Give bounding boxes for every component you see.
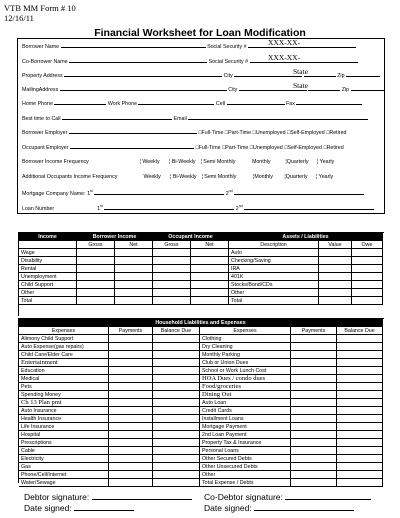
occupant-employer-field[interactable] <box>70 144 194 149</box>
row-co-borrower <box>22 58 358 65</box>
mail-zip-label: Zip <box>341 87 350 93</box>
expense-balance-cell[interactable] <box>153 383 200 391</box>
email-label: Email <box>173 116 187 122</box>
expense-payment-cell[interactable] <box>109 463 153 471</box>
loan-first-sup: st <box>100 204 103 208</box>
asset-row-label: Stocks/Bond/CDs <box>229 281 319 289</box>
expense-payment-cell[interactable] <box>291 471 337 479</box>
expense-payment-cell[interactable] <box>109 351 153 359</box>
zip-field[interactable] <box>346 72 380 77</box>
expense-label-left: Hospital <box>19 431 109 439</box>
expense-payment-cell[interactable] <box>109 455 153 463</box>
asset-value-cell[interactable] <box>352 249 383 257</box>
income-value-cell[interactable] <box>191 273 229 281</box>
expense-label-right: Auto Loan <box>200 399 291 407</box>
expense-label-right: Dry Cleaning <box>200 343 291 351</box>
mail-state-field[interactable] <box>308 86 340 91</box>
borrower-employer-label: Borrower Employer <box>22 130 68 136</box>
state-field[interactable] <box>304 72 336 77</box>
income-row-label: Rental <box>19 265 77 273</box>
row-borrower-freq <box>22 159 334 165</box>
income-value-cell[interactable] <box>153 273 191 281</box>
expense-label-left: Health Insurance <box>19 415 109 423</box>
asset-value-cell[interactable] <box>319 273 352 281</box>
income-value-cell[interactable] <box>191 297 229 305</box>
occupant-income-header: Occupant Income <box>153 233 229 241</box>
expense-payment-cell[interactable] <box>109 447 153 455</box>
asset-value-cell[interactable] <box>352 257 383 265</box>
expense-payment-cell[interactable] <box>109 423 153 431</box>
row-additional-freq <box>22 174 333 180</box>
expense-balance-cell[interactable] <box>153 391 200 399</box>
income-subheader: Value <box>319 241 352 249</box>
asset-value-cell[interactable] <box>352 281 383 289</box>
income-value-cell[interactable] <box>191 281 229 289</box>
borrower-income-header: Borrower Income <box>77 233 153 241</box>
asset-row-label: Auto <box>229 249 319 257</box>
emp-parttime[interactable]: □Part-Time <box>224 130 252 136</box>
expense-balance-cell[interactable] <box>153 447 200 455</box>
household-column-header: Payments <box>109 327 153 335</box>
expense-payment-cell[interactable] <box>291 463 337 471</box>
income-value-cell[interactable] <box>153 297 191 305</box>
expense-payment-cell[interactable] <box>291 391 337 399</box>
income-value-cell[interactable] <box>115 281 153 289</box>
expense-payment-cell[interactable] <box>291 367 337 375</box>
co-ssn-label: Social Security # <box>208 59 249 65</box>
expense-balance-cell[interactable] <box>337 367 383 375</box>
expense-label-right: Total Expense / Debts <box>200 479 291 487</box>
email-field[interactable] <box>188 115 368 120</box>
income-value-cell[interactable] <box>191 289 229 297</box>
loan-first-num: 1 <box>97 205 101 212</box>
asset-value-cell[interactable] <box>319 297 352 305</box>
income-value-cell[interactable] <box>153 257 191 265</box>
mortgage-first-sup: st <box>90 189 93 193</box>
expense-payment-cell[interactable] <box>291 343 337 351</box>
afreq-yearly[interactable]: ¦ Yearly <box>315 174 334 180</box>
co-ssn-field[interactable] <box>250 58 358 63</box>
form-date: 12/16/11 <box>4 13 34 23</box>
expense-balance-cell[interactable] <box>337 431 383 439</box>
income-row-label: Wage <box>19 249 77 257</box>
income-value-cell[interactable] <box>77 297 115 305</box>
expense-label-right: Installment Loans <box>200 415 291 423</box>
asset-row-label: IRA <box>229 265 319 273</box>
income-value-cell[interactable] <box>77 289 115 297</box>
expense-payment-cell[interactable] <box>291 359 337 367</box>
expense-balance-cell[interactable] <box>153 407 200 415</box>
expense-label-right: Food/groceries <box>200 383 291 391</box>
asset-value-cell[interactable] <box>319 249 352 257</box>
afreq-semimonthly[interactable]: ¦ Semi Monthly <box>201 174 237 180</box>
income-header: Income <box>19 233 77 241</box>
expense-balance-cell[interactable] <box>337 463 383 471</box>
expense-balance-cell[interactable] <box>337 343 383 351</box>
expense-label-right: Club or Union Dues <box>200 359 291 367</box>
mail-city-label: City <box>228 87 238 93</box>
expense-balance-cell[interactable] <box>337 399 383 407</box>
additional-freq-label: Additional Occupants Income Frequency <box>22 174 118 180</box>
expense-label-right: Personal Loans <box>200 447 291 455</box>
row-property <box>22 72 380 79</box>
expense-label-left: Electricity <box>19 455 109 463</box>
debtor-signature-field[interactable] <box>92 493 192 500</box>
best-time-label: Best time to Call <box>22 116 61 122</box>
expense-balance-cell[interactable] <box>153 367 200 375</box>
expense-balance-cell[interactable] <box>153 471 200 479</box>
cell-label: Cell <box>215 101 226 107</box>
expense-label-right: Other Secured Debts <box>200 455 291 463</box>
bfreq-yearly[interactable]: ¦ Yearly <box>316 159 335 165</box>
expense-label-right: HOA Dues / condo dues <box>200 375 291 383</box>
expense-label-left: Ch 13 Plan pmt <box>19 399 109 407</box>
asset-value-cell[interactable] <box>319 281 352 289</box>
codebtor-date <box>204 503 354 513</box>
expense-payment-cell[interactable] <box>109 343 153 351</box>
loan-number-1-field[interactable] <box>104 205 234 210</box>
mortgage-second-num: 2 <box>225 190 229 197</box>
asset-value-cell[interactable] <box>319 289 352 297</box>
expense-balance-cell[interactable] <box>337 359 383 367</box>
household-column-header: Payments <box>291 327 337 335</box>
city-label: City <box>223 73 233 79</box>
work-phone-field[interactable] <box>138 100 214 105</box>
expense-payment-cell[interactable] <box>291 335 337 343</box>
expense-payment-cell[interactable] <box>291 383 337 391</box>
expense-balance-cell[interactable] <box>153 335 200 343</box>
household-column-header: Balance Due <box>337 327 383 335</box>
home-phone-label: Home Phone <box>22 101 53 107</box>
expense-payment-cell[interactable] <box>291 479 337 487</box>
income-value-cell[interactable] <box>153 249 191 257</box>
loan-second-num: 2 <box>235 205 239 212</box>
income-row-label: Child Support <box>19 281 77 289</box>
expense-balance-cell[interactable] <box>337 447 383 455</box>
asset-row-label: 401K <box>229 273 319 281</box>
expense-payment-cell[interactable] <box>109 431 153 439</box>
loan-number-label: Loan Number <box>22 205 55 212</box>
income-subheader: Net <box>115 241 153 249</box>
row-mailing <box>22 86 385 93</box>
expense-payment-cell[interactable] <box>109 479 153 487</box>
co-borrower-name-label: Co-Borrower Name <box>22 59 68 65</box>
expense-balance-cell[interactable] <box>153 399 200 407</box>
expense-balance-cell[interactable] <box>337 407 383 415</box>
expense-label-left: Education <box>19 367 109 375</box>
ssn-label: Social Security # <box>207 44 247 50</box>
loan-second-sup: nd <box>238 204 243 208</box>
occ-fulltime[interactable]: □Full-Time <box>195 145 221 151</box>
asset-row-label: Total <box>229 297 319 305</box>
debtor-date-label: Date signed: <box>24 503 72 513</box>
best-time-field[interactable] <box>62 115 172 120</box>
expense-balance-cell[interactable] <box>153 423 200 431</box>
borrower-employer-field[interactable] <box>69 129 197 134</box>
expense-label-left: Cable <box>19 447 109 455</box>
expense-payment-cell[interactable] <box>291 407 337 415</box>
income-value-cell[interactable] <box>153 265 191 273</box>
ssn-field[interactable] <box>248 43 356 48</box>
expense-balance-cell[interactable] <box>153 431 200 439</box>
mail-state-label: State <box>293 81 308 90</box>
mailing-address-field[interactable] <box>60 86 227 91</box>
debtor-signature <box>24 492 192 502</box>
expense-label-left: Pets <box>19 383 109 391</box>
expense-label-left: Phone/Cell/Internet <box>19 471 109 479</box>
expense-payment-cell[interactable] <box>109 335 153 343</box>
income-row-label: Unemployment <box>19 273 77 281</box>
asset-value-cell[interactable] <box>352 273 383 281</box>
income-value-cell[interactable] <box>115 273 153 281</box>
expense-payment-cell[interactable] <box>109 407 153 415</box>
afreq-weekly[interactable]: Weekly <box>143 174 161 180</box>
expense-payment-cell[interactable] <box>109 391 153 399</box>
bfreq-weekly[interactable]: ¦ Weekly <box>139 159 160 165</box>
mortgage-company-label: Mortgage Company Name: 1 <box>22 190 91 197</box>
income-value-cell[interactable] <box>153 281 191 289</box>
expense-balance-cell[interactable] <box>337 415 383 423</box>
expense-label-right: Mortgage Payment <box>200 423 291 431</box>
occ-parttime[interactable]: □Part-Time <box>222 145 249 151</box>
codebtor-signature-label: Co-Debtor signature: <box>204 492 283 502</box>
expense-balance-cell[interactable] <box>153 415 200 423</box>
afreq-biweekly[interactable]: ¦ Bi-Weekly <box>169 174 197 180</box>
expense-balance-cell[interactable] <box>153 439 200 447</box>
expense-payment-cell[interactable] <box>109 375 153 383</box>
row-contact <box>22 115 368 122</box>
row-mortgage-company <box>22 189 364 197</box>
expense-label-left: Medical <box>19 375 109 383</box>
row-phones <box>22 100 362 107</box>
work-phone-label: Work Phone <box>107 101 137 107</box>
income-subheader: Gross <box>77 241 115 249</box>
household-title: Household Liabilities and Expenses <box>19 319 383 327</box>
expense-balance-cell[interactable] <box>153 343 200 351</box>
asset-value-cell[interactable] <box>319 265 352 273</box>
asset-value-cell[interactable] <box>352 297 383 305</box>
household-column-header: Balance Due <box>153 327 200 335</box>
expense-payment-cell[interactable] <box>109 383 153 391</box>
assets-liabilities-header: Assets / Liabilities <box>229 233 383 241</box>
mail-zip-field[interactable] <box>351 86 385 91</box>
income-value-cell[interactable] <box>77 281 115 289</box>
income-subheader-blank <box>19 241 77 249</box>
income-value-cell[interactable] <box>115 265 153 273</box>
asset-value-cell[interactable] <box>352 289 383 297</box>
expense-label-right: 2nd Loan Payment <box>200 431 291 439</box>
expense-balance-cell[interactable] <box>153 351 200 359</box>
row-loan-number <box>22 204 374 212</box>
income-assets-table <box>18 232 384 316</box>
expense-payment-cell[interactable] <box>291 375 337 383</box>
expense-payment-cell[interactable] <box>291 431 337 439</box>
income-value-cell[interactable] <box>191 265 229 273</box>
expense-payment-cell[interactable] <box>109 359 153 367</box>
expense-label-left: Water/Sewage <box>19 479 109 487</box>
emp-fulltime[interactable]: □Full-Time <box>198 130 224 136</box>
expense-label-right: Other Unsecured Debts <box>200 463 291 471</box>
expense-label-left: Entertainment <box>19 359 109 367</box>
expense-balance-cell[interactable] <box>337 439 383 447</box>
household-column-header: Expenses <box>19 327 109 335</box>
income-row-label: Total <box>19 297 77 305</box>
expense-balance-cell[interactable] <box>337 455 383 463</box>
expense-balance-cell[interactable] <box>337 383 383 391</box>
occ-unemployed[interactable]: □Unemployed <box>249 145 283 151</box>
afreq-monthly[interactable]: ¦Monthly <box>252 174 273 180</box>
codebtor-signature <box>204 492 371 502</box>
asset-row-label: Other <box>229 289 319 297</box>
income-value-cell[interactable] <box>115 249 153 257</box>
expense-label-left: Auto Insurance <box>19 407 109 415</box>
expense-payment-cell[interactable] <box>291 447 337 455</box>
income-value-cell[interactable] <box>191 249 229 257</box>
co-borrower-name-field[interactable] <box>69 58 207 63</box>
expense-balance-cell[interactable] <box>337 423 383 431</box>
expense-label-right: Clothing <box>200 335 291 343</box>
fax-label: Fax <box>286 101 295 107</box>
income-value-cell[interactable] <box>115 297 153 305</box>
household-column-header: Expenses <box>200 327 291 335</box>
income-row-label: Other <box>19 289 77 297</box>
expense-label-right: School or Work Lunch Cost <box>200 367 291 375</box>
emp-selfemployed[interactable]: □Self-Employed <box>287 130 325 136</box>
fax-field[interactable] <box>296 100 362 105</box>
income-value-cell[interactable] <box>115 289 153 297</box>
expense-label-left: Spending Money <box>19 391 109 399</box>
expense-balance-cell[interactable] <box>153 359 200 367</box>
expense-label-left: Gas <box>19 463 109 471</box>
expense-balance-cell[interactable] <box>337 391 383 399</box>
codebtor-signature-field[interactable] <box>285 493 371 500</box>
expense-balance-cell[interactable] <box>337 479 383 487</box>
mortgage-company-1-field[interactable] <box>94 190 224 195</box>
expense-payment-cell[interactable] <box>291 455 337 463</box>
income-value-cell[interactable] <box>77 249 115 257</box>
bfreq-quarterly[interactable]: ¦Quarterly <box>285 159 309 165</box>
row-borrower <box>22 43 356 50</box>
expense-balance-cell[interactable] <box>153 479 200 487</box>
income-value-cell[interactable] <box>191 257 229 265</box>
borrower-name-label: Borrower Name <box>22 44 60 50</box>
ssn-value: XXX-XX- <box>268 38 301 47</box>
asset-value-cell[interactable] <box>319 257 352 265</box>
mailing-address-label: MailingAddress <box>22 87 59 93</box>
expense-label-left: Auto Expense(gas repairs) <box>19 343 109 351</box>
expense-balance-cell[interactable] <box>153 375 200 383</box>
row-occupant-employer <box>22 144 344 151</box>
afreq-quarterly[interactable]: ¦Quarterly <box>284 174 308 180</box>
income-subheader: Net <box>191 241 229 249</box>
income-row-label: Disability <box>19 257 77 265</box>
expense-payment-cell[interactable] <box>291 351 337 359</box>
income-value-cell[interactable] <box>77 273 115 281</box>
income-value-cell[interactable] <box>153 289 191 297</box>
expense-label-right: Monthly Parking <box>200 351 291 359</box>
emp-unemployed[interactable]: □Unemployed <box>252 130 286 136</box>
income-value-cell[interactable] <box>77 265 115 273</box>
expense-label-left: Alimony Child Support <box>19 335 109 343</box>
income-value-cell[interactable] <box>77 257 115 265</box>
emp-retired[interactable]: □Retired <box>326 130 347 136</box>
expense-balance-cell[interactable] <box>337 351 383 359</box>
debtor-date-field[interactable] <box>74 504 134 511</box>
codebtor-date-field[interactable] <box>254 504 354 511</box>
borrower-freq-label: Borrower Income Frequency <box>22 159 89 165</box>
asset-row-label: Checking/Saving <box>229 257 319 265</box>
expense-payment-cell[interactable] <box>109 415 153 423</box>
home-phone-field[interactable] <box>54 100 106 105</box>
co-ssn-value: XXX-XX- <box>268 53 301 62</box>
asset-value-cell[interactable] <box>352 265 383 273</box>
form-id: VTB MM Form # 10 <box>4 3 76 13</box>
expense-label-left: Child Care/Elder Care <box>19 351 109 359</box>
expense-label-right: Credit Cards <box>200 407 291 415</box>
mortgage-company-2-field[interactable] <box>234 190 364 195</box>
bfreq-biweekly[interactable]: ¦ Bi-Weekly <box>168 159 196 165</box>
expense-payment-cell[interactable] <box>109 367 153 375</box>
row-borrower-employer <box>22 129 346 136</box>
borrower-name-field[interactable] <box>61 43 206 48</box>
expense-balance-cell[interactable] <box>337 375 383 383</box>
occupant-employer-label: Occupant Employer <box>22 145 69 151</box>
expense-payment-cell[interactable] <box>109 439 153 447</box>
property-address-label: Property Address <box>22 73 63 79</box>
expense-payment-cell[interactable] <box>291 423 337 431</box>
codebtor-date-label: Date signed: <box>204 503 252 513</box>
expense-label-right: Dining Out <box>200 391 291 399</box>
cell-field[interactable] <box>227 100 285 105</box>
expense-label-left: Life Insurance <box>19 423 109 431</box>
debtor-signature-label: Debtor signature: <box>24 492 90 502</box>
property-address-field[interactable] <box>64 72 222 77</box>
page-title: Financial Worksheet for Loan Modification <box>94 27 306 39</box>
income-subheader: Gross <box>153 241 191 249</box>
expense-label-right: Property Tax & Insurance <box>200 439 291 447</box>
bfreq-monthly[interactable]: Monthly <box>251 159 271 165</box>
mortgage-second-sup: nd <box>228 189 233 193</box>
expense-label-left: Prescriptions <box>19 439 109 447</box>
expense-label-right: Other <box>200 471 291 479</box>
bfreq-semimonthly[interactable]: ¦ Semi Monthly <box>200 159 236 165</box>
income-subheader: Owe <box>352 241 383 249</box>
expense-balance-cell[interactable] <box>153 463 200 471</box>
expense-balance-cell[interactable] <box>337 471 383 479</box>
expense-balance-cell[interactable] <box>337 335 383 343</box>
expense-payment-cell[interactable] <box>109 471 153 479</box>
household-expenses-table <box>18 318 384 486</box>
expense-balance-cell[interactable] <box>153 455 200 463</box>
occ-retired[interactable]: □Retired <box>323 145 344 151</box>
expense-payment-cell[interactable] <box>291 399 337 407</box>
income-subheader: Description <box>229 241 319 249</box>
occ-selfemployed[interactable]: □Self-Employed <box>284 145 322 151</box>
debtor-date <box>24 503 134 513</box>
expense-payment-cell[interactable] <box>291 415 337 423</box>
income-value-cell[interactable] <box>115 257 153 265</box>
expense-payment-cell[interactable] <box>109 399 153 407</box>
expense-payment-cell[interactable] <box>291 439 337 447</box>
loan-number-2-field[interactable] <box>244 205 374 210</box>
state-label: State <box>293 67 308 76</box>
zip-label: Zip <box>337 73 345 79</box>
